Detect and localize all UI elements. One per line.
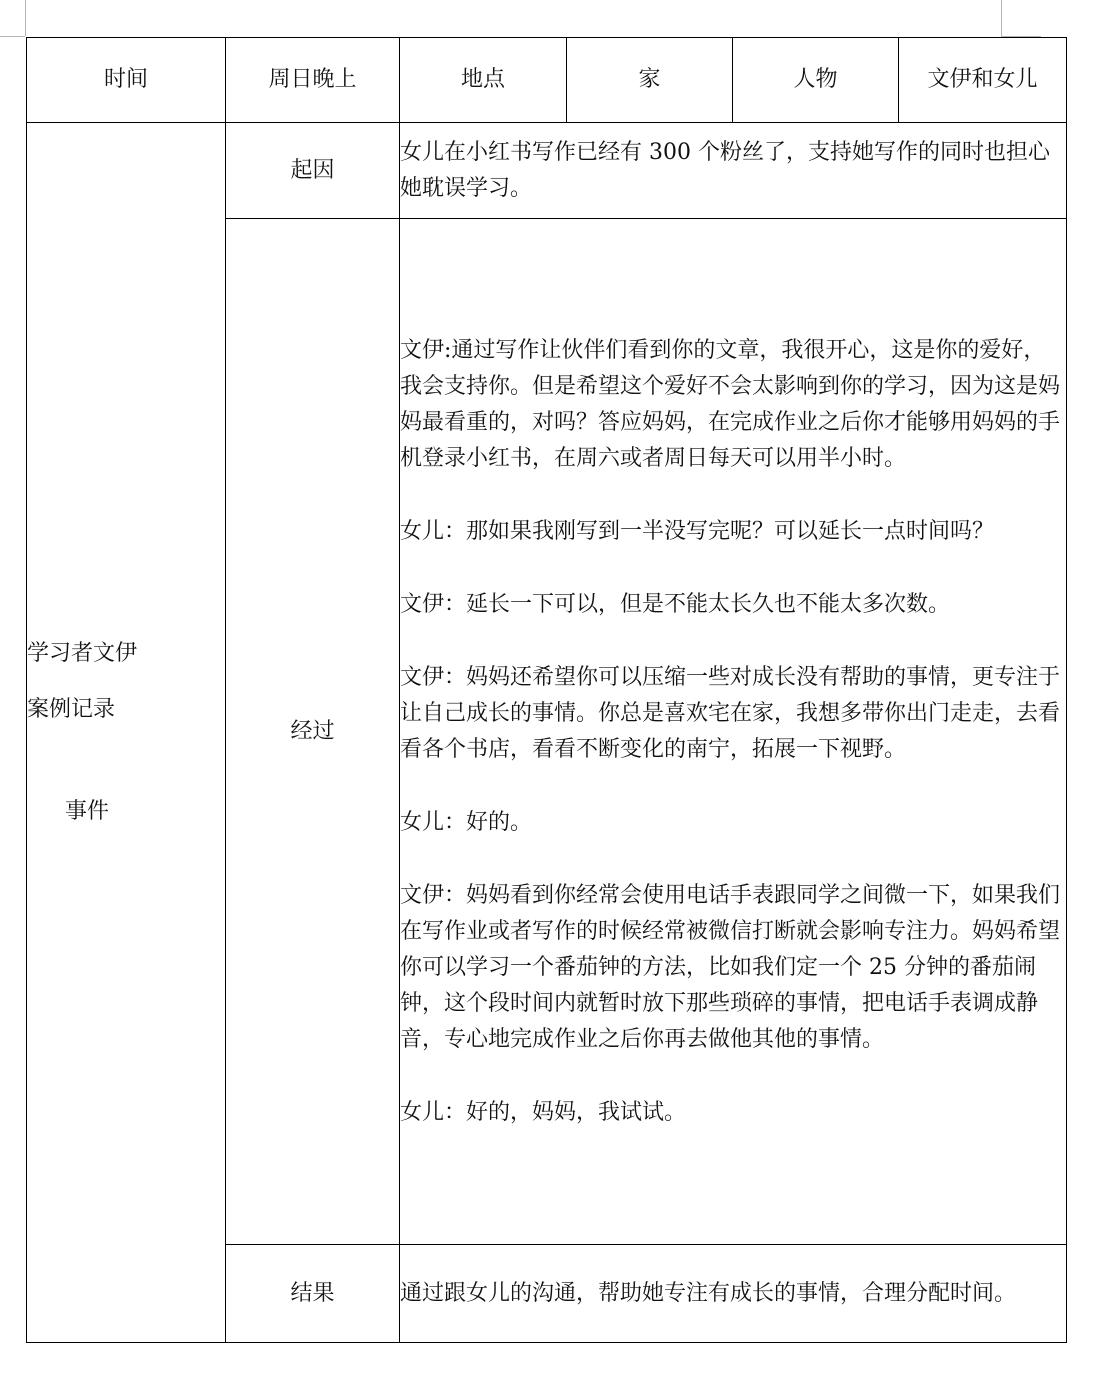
- process-cell: [400, 219, 1067, 1245]
- page-corner-mark: [1001, 0, 1002, 36]
- dialogue-paragraph: 文伊：妈妈还希望你可以压缩一些对成长没有帮助的事情，更专注于让自己成长的事情。你总是喜欢宅在家，我想多带你出门走走，去看看各个书店，看看不断变化的南宁，拓展一下视野。: [400, 664, 1061, 762]
- place-label: 地点: [400, 38, 567, 123]
- cause-label: 起因: [226, 123, 400, 219]
- page-corner-mark: [0, 36, 25, 37]
- side-label-line3: 事件: [65, 798, 110, 824]
- place-value: 家: [567, 38, 733, 123]
- dialogue-paragraph: 文伊:通过写作让伙伴们看到你的文章，我很开心，这是你的爱好，我会支持你。但是希望这个爱好不会太影响到你的学习，因为这是妈妈最看重的，对吗？答应妈妈，在完成作业之后你才能够用妈妈的手机登录小红书，在周六或者周日每天可以用半小时。: [400, 337, 1061, 471]
- people-label: 人物: [733, 38, 899, 123]
- dialogue-paragraph: 文伊：延长一下可以，但是不能太长久也不能太多次数。: [400, 591, 951, 617]
- time-value: 周日晚上: [226, 38, 400, 123]
- case-record-table: [26, 37, 1067, 1343]
- side-label-cell: [27, 123, 226, 1343]
- side-label-line1: 学习者文伊: [27, 640, 138, 666]
- dialogue-paragraph: 女儿：好的，妈妈，我试试。: [400, 1099, 687, 1125]
- dialogue-paragraph: 女儿：好的。: [400, 809, 533, 835]
- cause-text: 女儿在小红书写作已经有 300 个粉丝了，支持她写作的同时也担心她耽误学习。: [400, 123, 1067, 219]
- header-row: [27, 38, 1067, 123]
- dialogue-paragraph: 女儿：那如果我刚写到一半没写完呢？可以延长一点时间吗？: [400, 518, 995, 544]
- time-label: 时间: [27, 38, 226, 123]
- cause-row: [27, 123, 1067, 219]
- process-label: 经过: [226, 219, 400, 1245]
- page-corner-mark: [25, 0, 26, 36]
- result-label: 结果: [226, 1245, 400, 1343]
- people-value: 文伊和女儿: [899, 38, 1067, 123]
- side-label-line2: 案例记录: [27, 696, 116, 722]
- result-text: 通过跟女儿的沟通，帮助她专注有成长的事情，合理分配时间。: [400, 1245, 1067, 1343]
- dialogue-paragraph: 文伊：妈妈看到你经常会使用电话手表跟同学之间微一下，如果我们在写作业或者写作的时候经常被微信打断就会影响专注力。妈妈希望你可以学习一个番茄钟的方法，比如我们定一个 25 分钟的番茄闹钟，这个段时间内就暂时放下那些琐碎的事情，把电话手表调成静音，专心地完成作业之后你再去做他其他的事情。: [400, 882, 1061, 1052]
